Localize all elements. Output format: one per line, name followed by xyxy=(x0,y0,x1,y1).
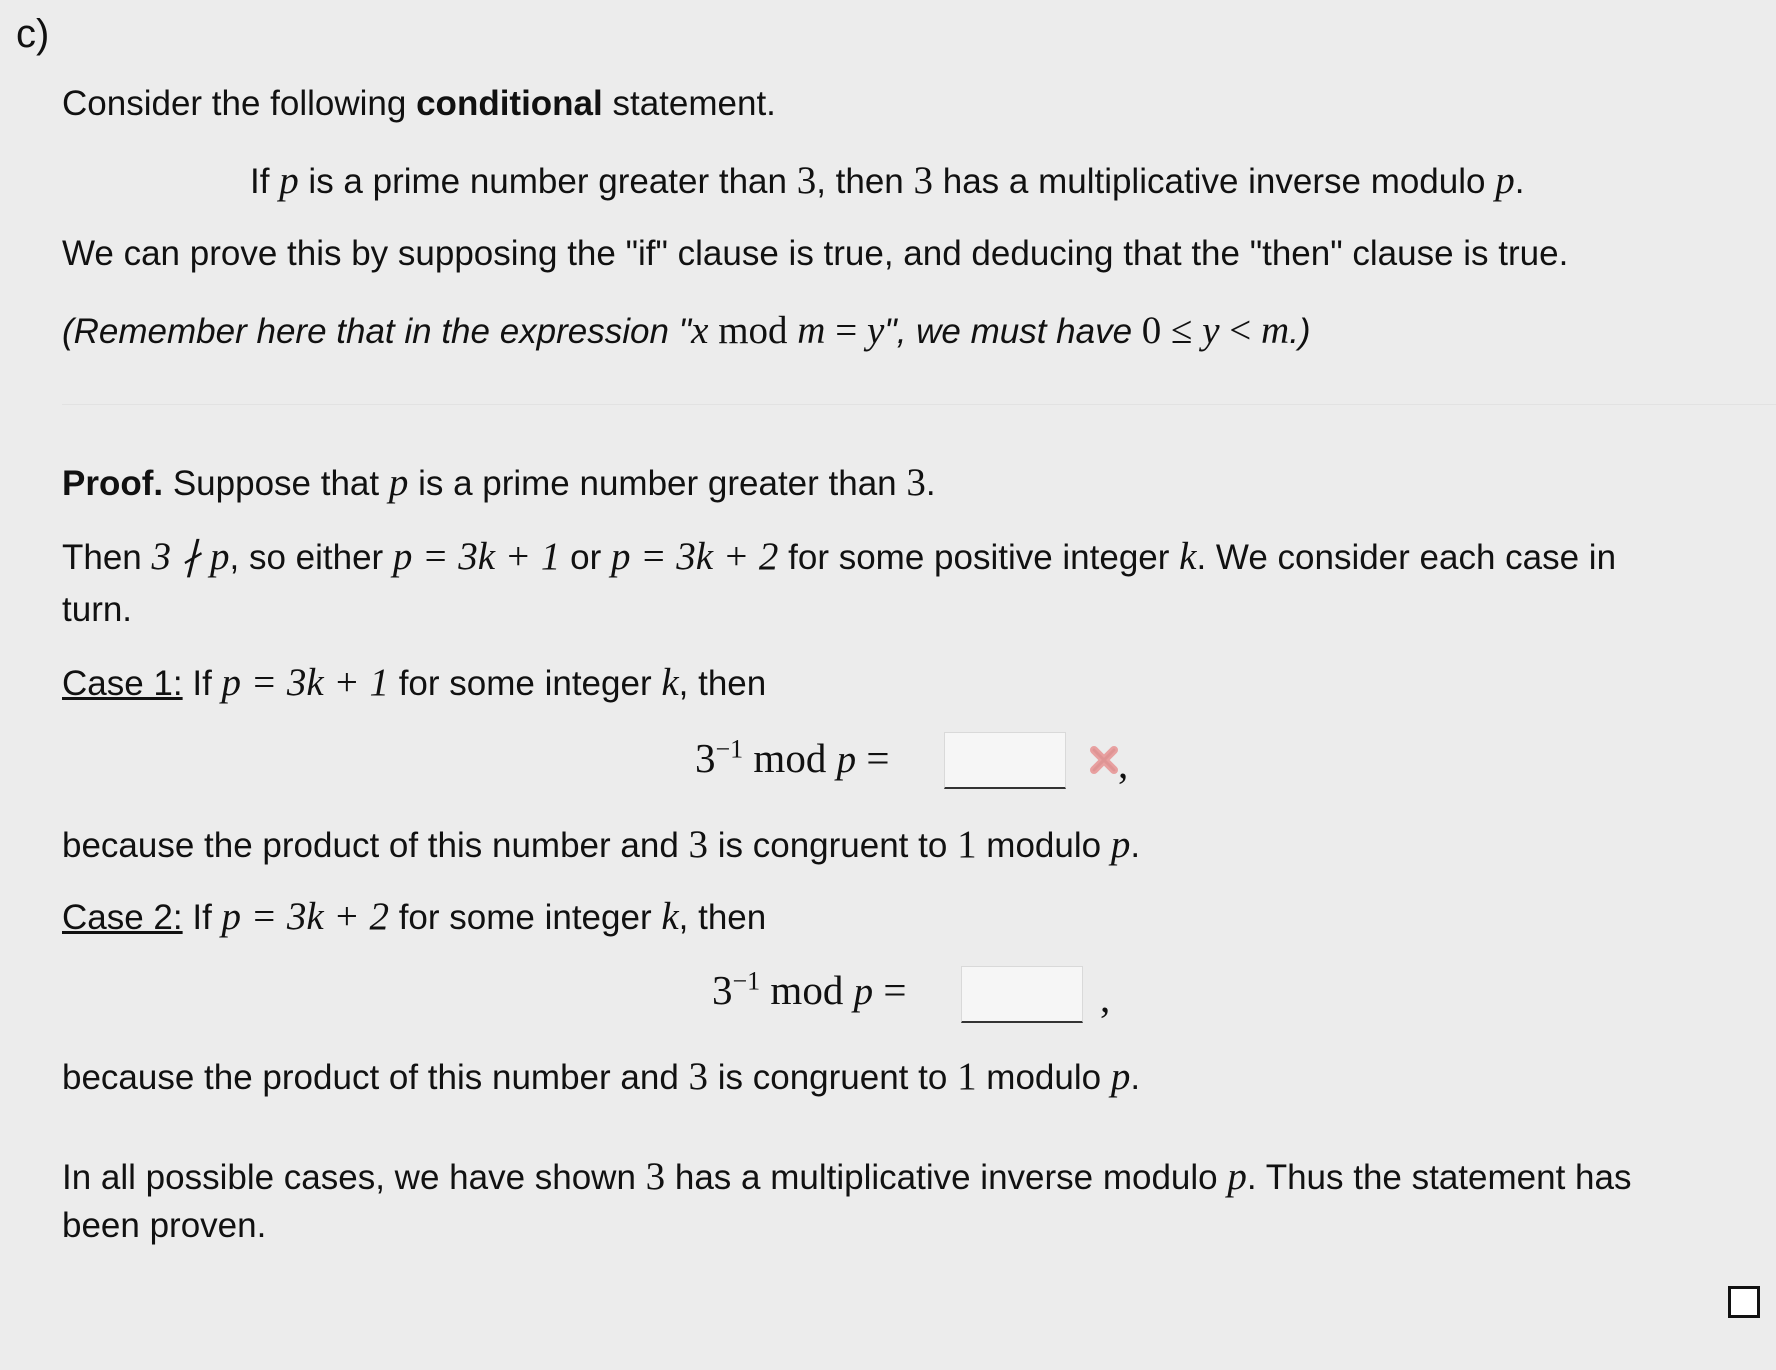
case1-exponent: −1 xyxy=(715,734,744,764)
case1-t2: for some integer xyxy=(388,664,662,703)
case1-mod: mod xyxy=(743,735,837,781)
case1-expr: p = 3k + 1 xyxy=(221,661,389,704)
case2-heading xyxy=(62,894,766,939)
reminder-var-y: y xyxy=(866,309,885,352)
case2-comma: , xyxy=(1100,975,1111,1021)
then-t5: . We consider each case in xyxy=(1196,538,1617,577)
conclusion-var-p: p xyxy=(1227,1155,1247,1198)
case2-because-t1: because the product of this number and xyxy=(62,1058,689,1097)
reminder-var-m: m xyxy=(797,309,826,352)
case1-equation xyxy=(695,734,889,782)
conclusion-t1: In all possible cases, we have shown xyxy=(62,1158,646,1197)
case1-because-p: p xyxy=(1110,823,1131,866)
case2-equals: = xyxy=(873,967,907,1013)
case2-because xyxy=(62,1054,1140,1099)
intro-pre: Consider the following xyxy=(62,84,417,123)
reminder-t1: (Remember here that in the expression " xyxy=(62,312,692,351)
statement-num-3b: 3 xyxy=(913,159,933,202)
case2-equation xyxy=(712,966,906,1014)
reminder-mod: mod xyxy=(708,309,798,352)
x-icon xyxy=(1086,742,1122,787)
case2-because-3: 3 xyxy=(688,1055,709,1098)
reminder-zero: 0 xyxy=(1141,309,1162,352)
conclusion-t3: . Thus the statement has xyxy=(1246,1158,1632,1197)
case1-because-1: 1 xyxy=(957,823,977,866)
case1-var-p: p xyxy=(836,738,857,781)
then-t2: , so either xyxy=(229,538,393,577)
case1-var-k: k xyxy=(661,661,679,704)
case2-t2: for some integer xyxy=(388,898,662,937)
reminder-le: ≤ xyxy=(1161,309,1203,352)
statement-t5: . xyxy=(1514,162,1525,201)
then-t4: for some positive integer xyxy=(778,538,1180,577)
case2-because-1: 1 xyxy=(957,1055,977,1098)
then-expr-not-divides: 3 ∤ p xyxy=(151,535,230,578)
case2-because-t3: modulo xyxy=(976,1058,1111,1097)
proof-t2: is a prime number greater than xyxy=(408,464,907,503)
conclusion-text xyxy=(62,1154,1631,1199)
case1-t3: , then xyxy=(678,664,767,703)
then-t3: or xyxy=(560,538,611,577)
statement-var-p2: p xyxy=(1495,159,1515,202)
statement-num-3: 3 xyxy=(796,159,817,202)
statement-var-p: p xyxy=(279,159,299,202)
case1-comma: , xyxy=(1118,741,1129,787)
then-var-k: k xyxy=(1179,535,1197,578)
section-divider xyxy=(62,404,1776,405)
reminder-var-x: x xyxy=(691,309,709,352)
then-expr-case2: p = 3k + 2 xyxy=(610,535,779,578)
reminder-var-y2: y xyxy=(1202,309,1220,352)
proof-intro xyxy=(62,460,936,505)
statement-t2: is a prime number greater than xyxy=(298,162,797,201)
case1-label: Case 1: xyxy=(62,664,183,703)
case2-exponent: −1 xyxy=(732,966,761,996)
intro-bold: conditional xyxy=(416,84,603,123)
case1-answer-input[interactable] xyxy=(944,732,1066,789)
conditional-statement xyxy=(250,158,1524,203)
statement-t4: has a multiplicative inverse modulo xyxy=(933,162,1496,201)
case1-because-t1: because the product of this number and xyxy=(62,826,689,865)
then-expr-case1: p = 3k + 1 xyxy=(392,535,561,578)
case2-t1: If xyxy=(182,898,222,937)
case2-expr: p = 3k + 2 xyxy=(221,895,389,938)
part-label: c) xyxy=(16,12,50,56)
proof-var-p: p xyxy=(388,461,409,504)
checkbox-icon[interactable] xyxy=(1728,1286,1760,1318)
statement-t1: If xyxy=(250,162,280,201)
case2-label: Case 2: xyxy=(62,898,183,937)
case1-because-t2: is congruent to xyxy=(708,826,958,865)
case1-because-t3: modulo xyxy=(976,826,1111,865)
intro-post: statement. xyxy=(602,84,776,123)
proof-num-3: 3 xyxy=(906,461,926,504)
proof-t3: . xyxy=(925,464,936,503)
reminder-t2: ", xyxy=(884,312,917,351)
conclusion-text-cont: been proven. xyxy=(62,1206,267,1245)
case1-because-t4: . xyxy=(1130,826,1141,865)
conclusion-t2: has a multiplicative inverse modulo xyxy=(665,1158,1228,1197)
case1-t1: If xyxy=(182,664,222,703)
intro-text xyxy=(62,84,776,124)
reminder-eq: = xyxy=(825,309,867,352)
reminder-text xyxy=(62,308,1311,353)
case2-because-t2: is congruent to xyxy=(708,1058,958,1097)
proof-t1: Suppose that xyxy=(163,464,389,503)
case1-because xyxy=(62,822,1140,867)
case2-mod: mod xyxy=(760,967,854,1013)
method-text: We can prove this by supposing the "if" clause is true, and deducing that the "then" clause is true. xyxy=(62,234,1569,273)
cases-intro xyxy=(62,534,1616,579)
case2-var-k: k xyxy=(661,895,679,938)
case1-heading xyxy=(62,660,766,705)
conclusion-num-3: 3 xyxy=(645,1155,666,1198)
case2-because-p: p xyxy=(1110,1055,1131,1098)
reminder-t4: .) xyxy=(1289,312,1311,351)
case2-base: 3 xyxy=(712,967,733,1013)
reminder-t3: we must have xyxy=(916,312,1142,351)
then-t1: Then xyxy=(62,538,152,577)
case1-base: 3 xyxy=(695,735,716,781)
reminder-var-m2: m xyxy=(1261,309,1290,352)
case1-equals: = xyxy=(856,735,890,781)
proof-label: Proof. xyxy=(62,464,164,503)
reminder-lt: < xyxy=(1219,309,1262,352)
statement-t3: , then xyxy=(816,162,914,201)
case2-because-t4: . xyxy=(1130,1058,1141,1097)
case1-because-3: 3 xyxy=(688,823,709,866)
case2-answer-input[interactable] xyxy=(961,966,1083,1023)
case2-t3: , then xyxy=(678,898,767,937)
cases-intro-cont: turn. xyxy=(62,590,133,629)
case2-var-p: p xyxy=(853,970,874,1013)
